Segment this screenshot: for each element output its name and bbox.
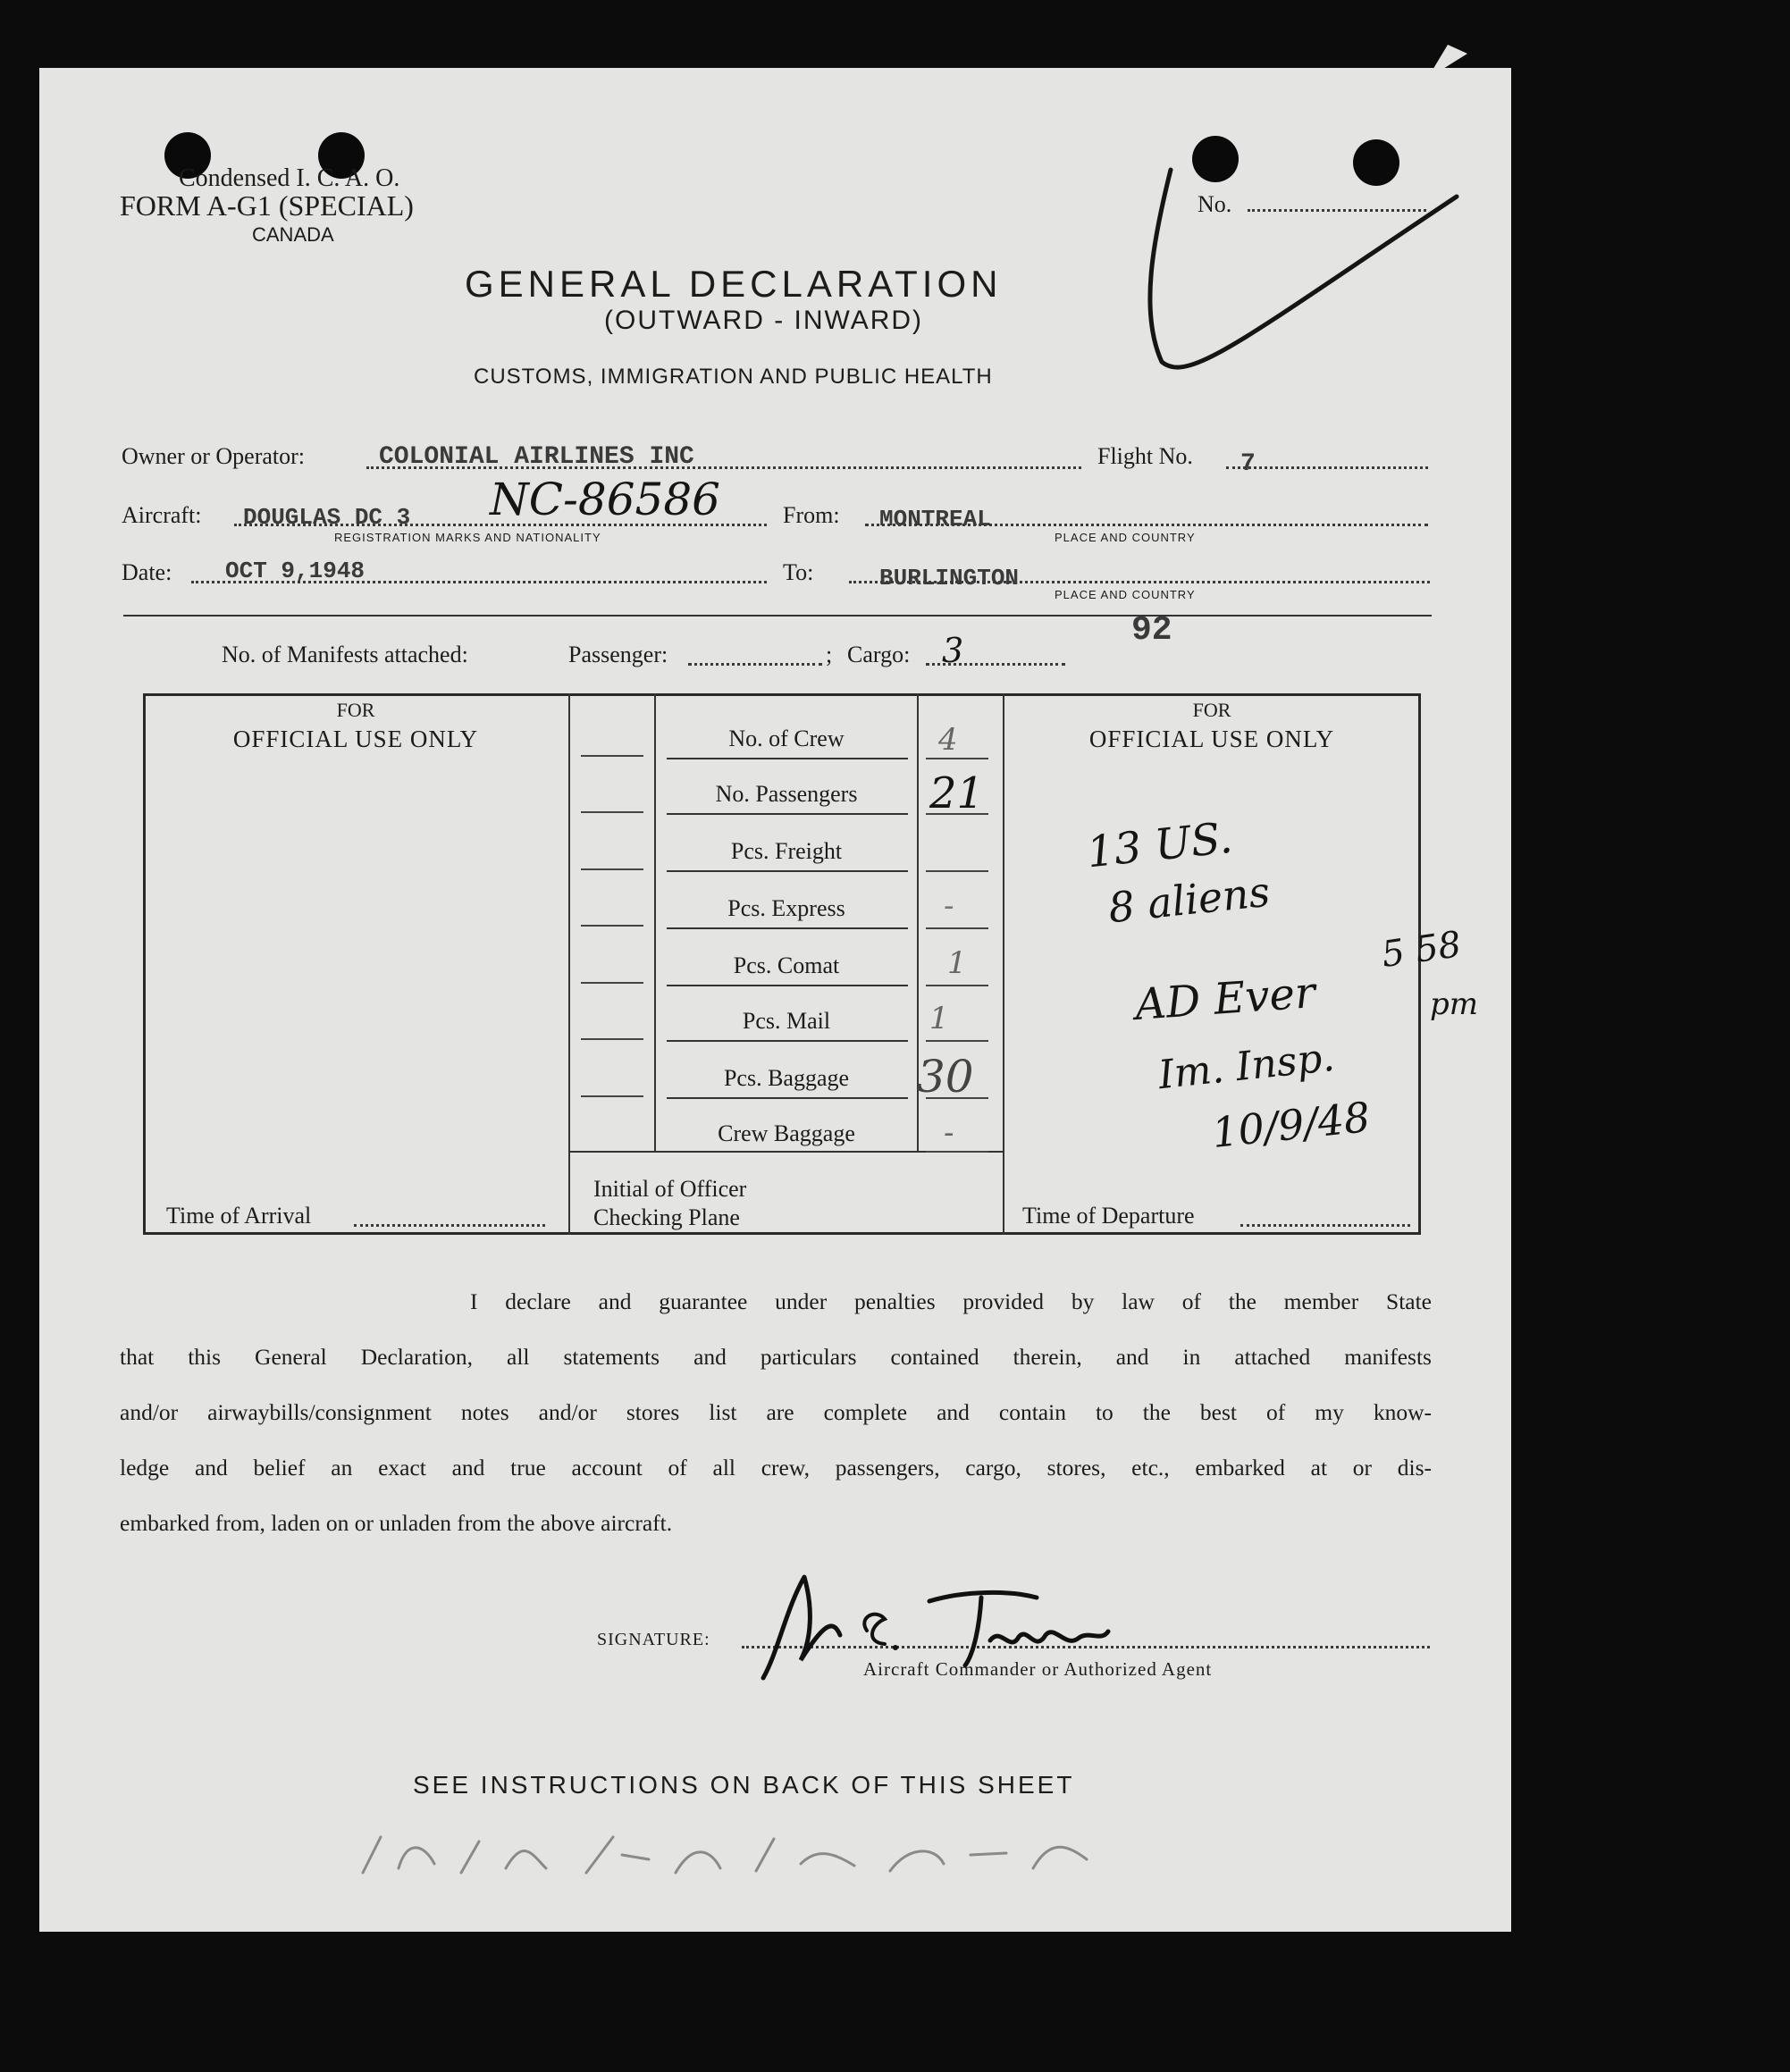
owner-label: Owner or Operator: <box>122 443 306 469</box>
checking-plane-label: Checking Plane <box>593 1204 740 1230</box>
handwritten-note: 5 58 <box>1379 924 1464 976</box>
row-label-freight: Pcs. Freight <box>730 838 843 864</box>
table-row <box>581 1095 643 1097</box>
divider-line <box>123 615 1432 617</box>
stamp-number: 92 <box>1131 611 1172 650</box>
table-row <box>581 811 643 813</box>
table-divider <box>1003 693 1004 1235</box>
instructions-footer: SEE INSTRUCTIONS ON BACK OF THIS SHEET <box>413 1771 1075 1799</box>
value-underline <box>926 1151 988 1153</box>
time-of-arrival-line <box>354 1224 545 1227</box>
flight-value: 7 <box>1240 450 1256 478</box>
initial-officer-label: Initial of Officer <box>593 1176 747 1202</box>
document-section-title: CUSTOMS, IMMIGRATION AND PUBLIC HEALTH <box>474 365 993 389</box>
time-of-departure-line <box>1240 1224 1410 1227</box>
aircraft-label: Aircraft: <box>122 502 202 528</box>
row-underline <box>667 1040 908 1042</box>
to-place-caption: PLACE AND COUNTRY <box>1055 588 1196 601</box>
left-for-label: FOR <box>336 699 375 721</box>
from-place-caption: PLACE AND COUNTRY <box>1055 531 1196 544</box>
table-divider <box>568 693 570 1235</box>
declaration-line: and/or airwaybills/consignment notes and/or stores list are complete and contain to the best of my know- <box>120 1399 1432 1425</box>
table-divider <box>654 693 656 1151</box>
declaration-line: that this General Declaration, all statements and particulars contained therein, and in attached manifests <box>120 1344 1432 1370</box>
value-underline <box>926 1040 988 1042</box>
row-value-comat: 1 <box>947 945 967 981</box>
cargo-manifest-value: 3 <box>942 631 964 670</box>
row-label-crew: No. of Crew <box>728 726 845 751</box>
row-value-crew-baggage: - <box>944 1115 954 1151</box>
from-value: MONTREAL <box>879 506 991 533</box>
row-underline <box>667 758 908 759</box>
value-underline <box>926 985 988 986</box>
row-underline <box>667 985 908 986</box>
row-value-baggage: 30 <box>917 1051 974 1103</box>
table-row <box>581 1038 643 1040</box>
declaration-line: ledge and belief an exact and true account of all crew, passengers, cargo, stores, etc., embarked at or dis- <box>120 1455 1432 1481</box>
manifests-label: No. of Manifests attached: <box>222 642 468 667</box>
owner-value: COLONIAL AIRLINES INC <box>379 443 694 471</box>
handwritten-note: Im. Insp. <box>1156 1034 1337 1099</box>
row-label-crew-baggage: Crew Baggage <box>718 1120 855 1146</box>
row-value-passengers: 21 <box>929 768 985 818</box>
signature-caption: Aircraft Commander or Authorized Agent <box>863 1658 1213 1680</box>
header-condensed: Condensed I. C. A. O. <box>179 164 400 192</box>
handwritten-note: AD Ever <box>1133 968 1317 1030</box>
row-underline <box>667 1097 908 1099</box>
row-label-express: Pcs. Express <box>727 895 845 921</box>
manifest-separator: ; <box>826 642 833 667</box>
row-underline <box>667 1151 908 1153</box>
row-underline <box>667 927 908 929</box>
document-title: GENERAL DECLARATION <box>465 263 1003 305</box>
row-underline <box>667 813 908 815</box>
cargo-manifest-label: Cargo: <box>847 642 911 667</box>
table-row <box>581 868 643 870</box>
from-label: From: <box>783 502 840 528</box>
row-value-mail: 1 <box>929 1001 949 1036</box>
declaration-line: I declare and guarantee under penalties provided by law of the member State <box>470 1288 1432 1314</box>
right-official-use-label: OFFICIAL USE ONLY <box>1088 726 1335 752</box>
registration-handwritten: NC-86586 <box>490 474 720 525</box>
time-of-arrival-label: Time of Arrival <box>166 1203 312 1229</box>
header-form: FORM A-G1 (SPECIAL) <box>120 189 414 222</box>
handwritten-note: 8 aliens <box>1105 867 1273 933</box>
aircraft-value: DOUGLAS DC 3 <box>243 504 411 531</box>
row-label-passengers: No. Passengers <box>715 781 858 807</box>
passenger-manifest-line <box>688 663 822 666</box>
value-underline <box>926 927 988 929</box>
declaration-line: embarked from, laden on or unladen from the above aircraft. <box>120 1510 673 1536</box>
to-label: To: <box>783 559 814 585</box>
value-underline <box>926 813 988 815</box>
row-label-mail: Pcs. Mail <box>742 1008 831 1034</box>
row-label-comat: Pcs. Comat <box>733 952 840 978</box>
table-row <box>581 982 643 984</box>
pencil-scribble <box>354 1819 1113 1891</box>
signature-label: SIGNATURE: <box>597 1630 710 1649</box>
date-value: OCT 9,1948 <box>225 558 366 584</box>
right-for-label: FOR <box>1192 699 1231 721</box>
left-official-use-label: OFFICIAL USE ONLY <box>232 726 479 752</box>
handwritten-note: 13 US. <box>1084 812 1235 878</box>
value-underline <box>926 1097 988 1099</box>
row-label-baggage: Pcs. Baggage <box>723 1065 850 1091</box>
handwritten-note: 10/9/48 <box>1209 1092 1373 1158</box>
to-value: BURLINGTON <box>879 565 1020 591</box>
row-value-crew: 4 <box>938 722 958 758</box>
flight-label: Flight No. <box>1097 443 1193 469</box>
flight-line <box>1226 466 1428 469</box>
value-underline <box>926 758 988 759</box>
value-underline <box>926 870 988 872</box>
passenger-manifest-label: Passenger: <box>568 642 668 667</box>
row-underline <box>667 870 908 872</box>
form-number-label: No. <box>1198 191 1232 217</box>
torn-corner <box>1403 36 1475 98</box>
table-row <box>581 925 643 927</box>
document-subtitle: (OUTWARD - INWARD) <box>604 306 924 335</box>
table-row <box>581 755 643 757</box>
handwritten-note: pm <box>1430 986 1479 1022</box>
time-of-departure-label: Time of Departure <box>1022 1203 1195 1229</box>
check-mark-icon <box>1135 134 1475 384</box>
row-value-express: - <box>944 888 954 924</box>
header-country: CANADA <box>252 223 334 246</box>
date-label: Date: <box>122 559 172 585</box>
registration-caption: REGISTRATION MARKS AND NATIONALITY <box>334 531 601 544</box>
